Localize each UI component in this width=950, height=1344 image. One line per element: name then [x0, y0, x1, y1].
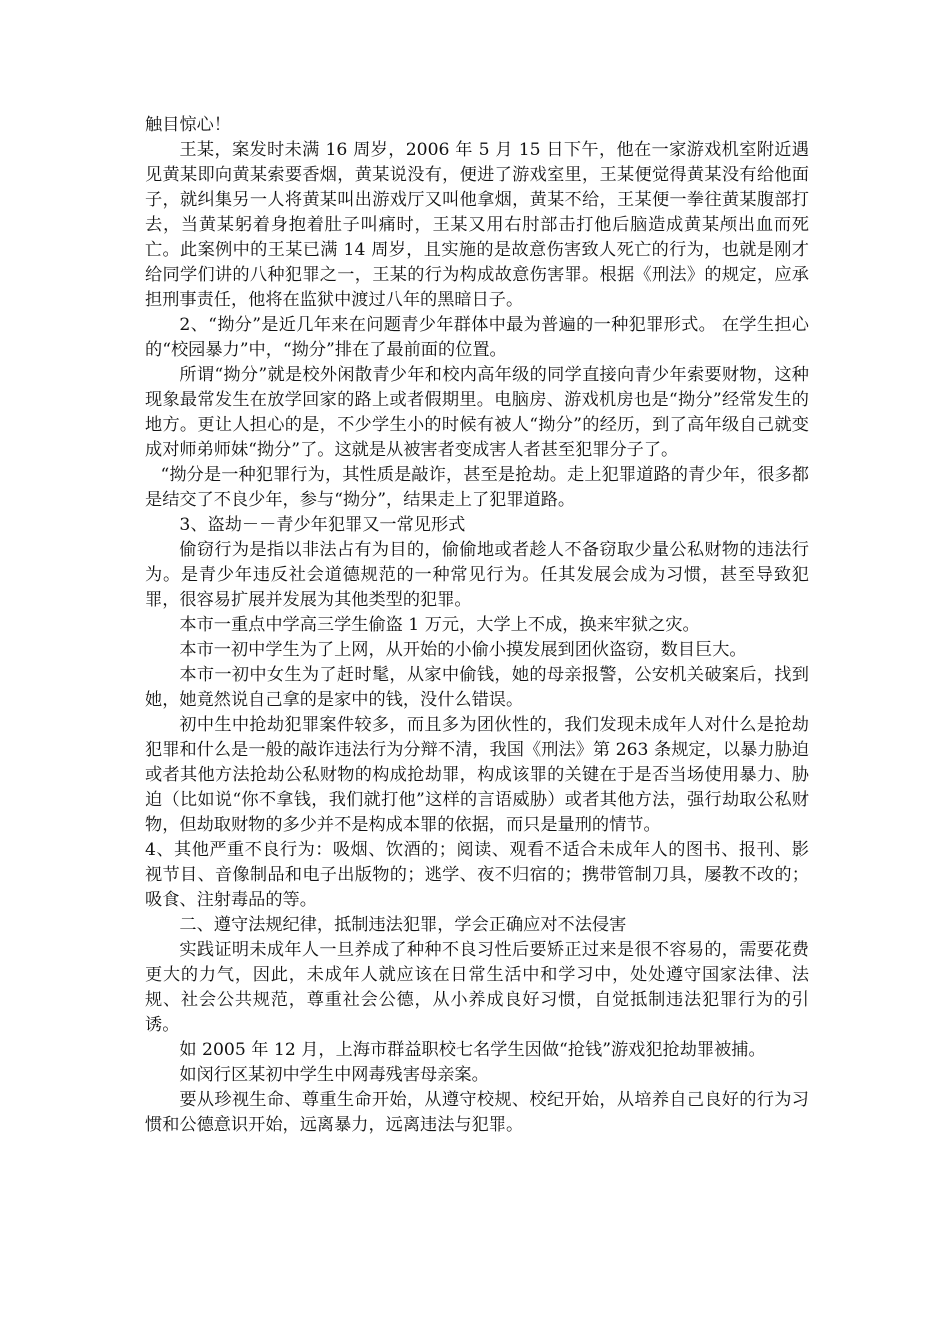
document-page: [145, 113, 809, 1138]
paragraph-opening-line: 触目惊心！: [145, 115, 231, 135]
paragraph-section-4: 4、其他严重不良行为：吸烟、饮酒的；阅读、观看不适合未成年人的图书、报刊、影视节目、音像制品和电子出版物的；逃学、夜不归宿的；携带管制刀具，屡教不改的；吸食、注射毒品的等。: [145, 840, 809, 910]
paragraph-section-3-heading: 3、盗劫－－青少年犯罪又一常见形式: [179, 515, 466, 535]
paragraph-example-2005: 如 2005 年 12 月，上海市群益职校七名学生因做“抢钱”游戏犯抢劫罪被捕。: [179, 1040, 766, 1060]
paragraph-practice-proves: 实践证明未成年人一旦养成了种种不良习性后要矫正过来是很不容易的，需要花费更大的力气，因此，未成年人就应该在日常生活中和学习中，处处遵守国家法律、法规、社会公共规范，尊重社会公德，从小养成良好习惯，自觉抵制违法犯罪行为的引诱。: [145, 940, 809, 1035]
paragraph-robbery-law: 初中生中抢劫犯罪案件较多，而且多为团伙性的，我们发现未成年人对什么是抢劫犯罪和什么是一般的敲诈违法行为分辩不清，我国《刑法》第 263 条规定，以暴力胁迫或者其他方法抢劫公私财物的构成抢劫罪，构成该罪的关键在于是否当场使用暴力、胁迫（比如说“你不拿钱，我们就打他”这样的言语威胁）或者其他方法，强行劫取公私财物，但劫取财物的多少并不是构成本罪的依据，而只是量刑的情节。: [145, 715, 809, 835]
paragraph-example-minhang: 如闵行区某初中学生中网毒残害母亲案。: [179, 1065, 489, 1085]
paragraph-theft-example-3: 本市一初中女生为了赶时髦，从家中偷钱，她的母亲报警，公安机关破案后，找到她，她竟然说自己拿的是家中的钱，没什么错误。: [145, 665, 809, 710]
paragraph-section-2-heading: 2、“拗分”是近几年来在问题青少年群体中最为普遍的一种犯罪形式。 在学生担心的“校园暴力”中，“拗分”排在了最前面的位置。: [145, 315, 809, 360]
paragraph-theft-example-2: 本市一初中学生为了上网，从开始的小偷小摸发展到团伙盗窃，数目巨大。: [179, 640, 747, 660]
paragraph-closing: 要从珍视生命、尊重生命开始，从遵守校规、校纪开始，从培养自己良好的行为习惯和公德意识开始，远离暴力，远离违法与犯罪。: [145, 1090, 809, 1135]
paragraph-case-wang: 王某，案发时未满 16 周岁，2006 年 5 月 15 日下午，他在一家游戏机室附近遇见黄某即向黄某索要香烟，黄某说没有，便进了游戏室里，王某便觉得黄某没有给他面子，就纠集另一人将黄某叫出游戏厅又叫他拿烟，黄某不给，王某便一拳往黄某腹部打去，当黄某躬着身抱着肚子叫痛时，王某又用右肘部击打他后脑造成黄某颅出血而死亡。此案例中的王某已满 14 周岁，且实施的是故意伤害致人死亡的行为，也就是刚才给同学们讲的八种犯罪之一，王某的行为构成故意伤害罪。根据《刑法》的规定，应承担刑事责任，他将在监狱中渡过八年的黑暗日子。: [145, 140, 809, 310]
paragraph-theft-example-1: 本市一重点中学高三学生偷盗 1 万元，大学上不成，换来牢狱之灾。: [179, 615, 700, 635]
paragraph-part-2-heading: 二、遵守法规纪律，抵制违法犯罪，学会正确应对不法侵害: [179, 915, 627, 935]
paragraph-aofen-definition: 所谓“拗分”就是校外闲散青少年和校内高年级的同学直接向青少年索要财物，这种现象最常发生在放学回家的路上或者假期里。电脑房、游戏机房也是“拗分”经常发生的地方。更让人担心的是，不少学生小的时候有被人“拗分”的经历，到了高年级自己就变成对师弟师妹“拗分”了。这就是从被害者变成害人者甚至犯罪分子了。: [145, 365, 809, 460]
paragraph-theft-definition: 偷窃行为是指以非法占有为目的，偷偷地或者趁人不备窃取少量公私财物的违法行为。是青少年违反社会道德规范的一种常见行为。任其发展会成为习惯，甚至导致犯罪，很容易扩展并发展为其他类型的犯罪。: [145, 540, 809, 610]
paragraph-aofen-nature: “拗分是一种犯罪行为，其性质是敲诈，甚至是抢劫。走上犯罪道路的青少年，很多都是结交了不良少年，参与“拗分”，结果走上了犯罪道路。: [145, 465, 809, 510]
